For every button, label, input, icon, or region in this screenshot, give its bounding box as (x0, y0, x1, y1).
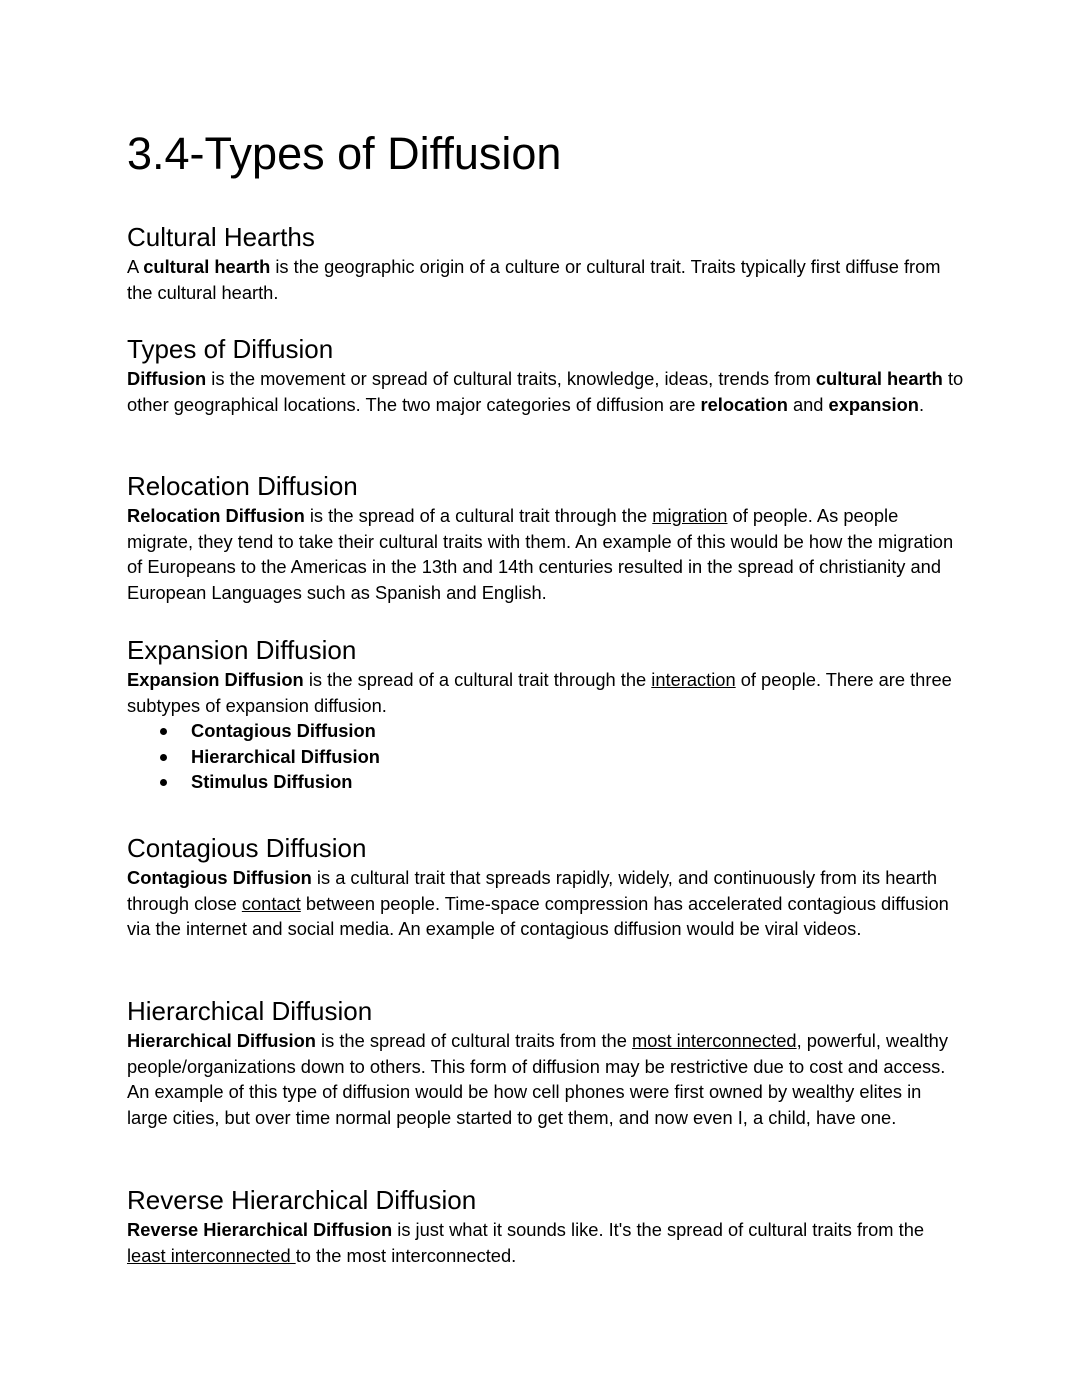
section-paragraph: A cultural hearth is the geographic origin of a culture or cultural trait. Traits typically first diffuse from the cultural hearth. (127, 256, 941, 303)
section-paragraph: Relocation Diffusion is the spread of a cultural trait through the migration of people. As people migrate, they tend to take their cultural traits with them. An example of this would be how the migration of Europeans to the Americas in the 13th and 14th centuries resulted in the spread of christianity and European Languages such as Spanish and English. (127, 505, 954, 603)
section-paragraph: Contagious Diffusion is a cultural trait that spreads rapidly, widely, and continuously from its hearth through close contact between people. Time-space compression has accelerated contagious diffusion via the internet and social media. An example of contagious diffusion would be viral videos. (127, 867, 949, 940)
section-hierarchical-diffusion (127, 996, 967, 1130)
section-heading: Relocation Diffusion (127, 471, 358, 501)
section-heading: Expansion Diffusion (127, 635, 357, 665)
list-item: Stimulus Diffusion (127, 769, 967, 795)
section-heading: Contagious Diffusion (127, 833, 367, 863)
section-paragraph: Hierarchical Diffusion is the spread of cultural traits from the most interconnected, powerful, wealthy people/organizations down to others. This form of diffusion may be restrictive due to cost and access. An example of this type of diffusion would be how cell phones were first owned by wealthy elites in large cities, but over time normal people started to get them, and now even I, a child, have one. (127, 1030, 948, 1128)
section-contagious-diffusion (127, 833, 967, 942)
section-paragraph: Diffusion is the movement or spread of cultural traits, knowledge, ideas, trends from cultural hearth to other geographical locations. The two major categories of diffusion are relocation and expansion. (127, 368, 964, 415)
section-paragraph: Expansion Diffusion is the spread of a cultural trait through the interaction of people. There are three subtypes of expansion diffusion. (127, 669, 952, 716)
section-cultural-hearths (127, 222, 967, 305)
section-reverse-hierarchical-diffusion (127, 1185, 967, 1268)
section-heading: Hierarchical Diffusion (127, 996, 373, 1026)
section-heading: Types of Diffusion (127, 334, 334, 364)
list-item: Contagious Diffusion (127, 718, 967, 744)
list-item: Hierarchical Diffusion (127, 744, 967, 770)
section-types-of-diffusion (127, 334, 967, 417)
section-paragraph: Reverse Hierarchical Diffusion is just what it sounds like. It's the spread of cultural traits from the least interconnected to the most interconnected. (127, 1219, 925, 1266)
section-heading: Cultural Hearths (127, 222, 315, 252)
section-heading: Reverse Hierarchical Diffusion (127, 1185, 477, 1215)
section-expansion-diffusion (127, 635, 967, 795)
subtype-list (127, 718, 967, 795)
section-relocation-diffusion (127, 471, 967, 605)
page-title: 3.4-Types of Diffusion (127, 128, 562, 179)
